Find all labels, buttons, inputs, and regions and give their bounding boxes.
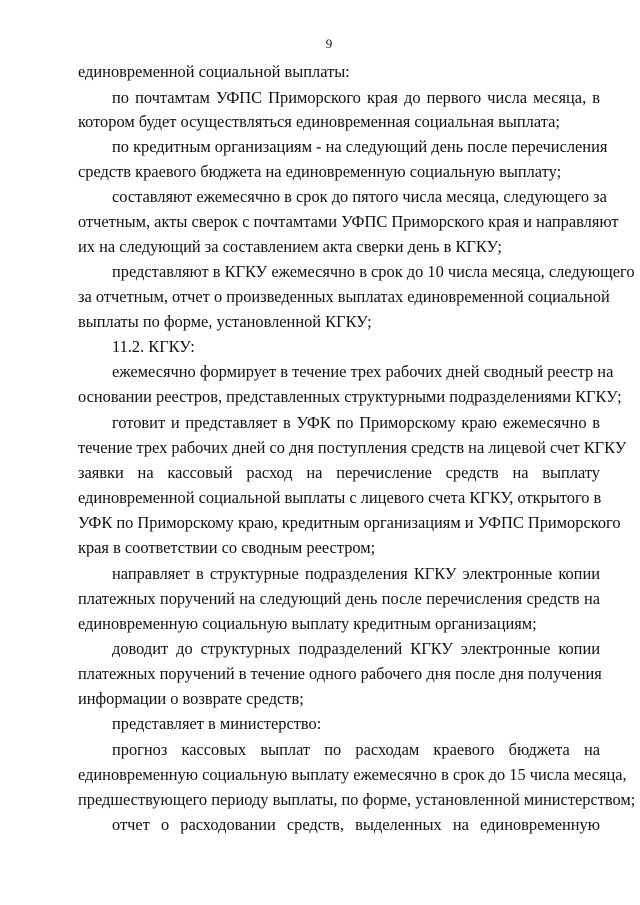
text-line: отчетным, акты сверок с почтамтами УФПС Приморского края и направляют [78, 212, 619, 231]
text-line: представляют в КГКУ ежемесячно в срок до 10 числа месяца, следующего [112, 262, 635, 281]
text-line: информации о возврате средств; [78, 689, 304, 708]
text-line: единовременной социальной выплаты: [78, 62, 350, 81]
text-line: выплаты по форме, установленной КГКУ; [78, 312, 372, 331]
text-line: предшествующего периоду выплаты, по форме, установленной министерством; [78, 790, 636, 809]
text-line: единовременную социальную выплату кредитным организациям; [78, 614, 537, 633]
section-heading: 11.2. КГКУ: [112, 337, 195, 356]
text-line: средств краевого бюджета на единовременную социальную выплату; [78, 162, 562, 181]
text-line: по кредитным организациям - на следующий день после перечисления [112, 137, 608, 156]
text-line: их на следующий за составлением акта сверки день в КГКУ; [78, 237, 502, 256]
text-line: доводит до структурных подразделений КГКУ электронные копии [112, 639, 600, 658]
text-line: котором будет осуществляться единовременная социальная выплата; [78, 112, 560, 131]
text-line: прогноз кассовых выплат по расходам краевого бюджета на [112, 740, 600, 759]
text-line: по почтамтам УФПС Приморского края до первого числа месяца, в [112, 88, 600, 107]
text-line: УФК по Приморскому краю, кредитным организациям и УФПС Приморского [78, 513, 621, 532]
text-line: течение трех рабочих дней со дня поступления средств на лицевой счет КГКУ [78, 438, 627, 457]
page-number: 9 [325, 36, 333, 51]
text-line: готовит и представляет в УФК по Приморскому краю ежемесячно в [112, 413, 600, 432]
text-line: единовременную социальную выплату ежемесячно в срок до 15 числа месяца, [78, 765, 627, 784]
text-line: за отчетным, отчет о произведенных выплатах единовременной социальной [78, 287, 610, 306]
text-line: платежных поручений в течение одного рабочего дня после дня получения [78, 664, 602, 683]
text-line: единовременной социальной выплаты с лицевого счета КГКУ, открытого в [78, 488, 602, 507]
text-line: составляют ежемесячно в срок до пятого числа месяца, следующего за [112, 187, 607, 206]
text-line: ежемесячно формирует в течение трех рабочих дней сводный реестр на [112, 362, 614, 381]
text-line: края в соответствии со сводным реестром; [78, 538, 376, 557]
text-line: основании реестров, представленных структурными подразделениями КГКУ; [78, 387, 622, 406]
text-line: представляет в министерство: [112, 714, 322, 733]
text-line: отчет о расходовании средств, выделенных на единовременную [112, 815, 600, 834]
text-line: платежных поручений на следующий день после перечисления средств на [78, 589, 600, 608]
text-line: направляет в структурные подразделения КГКУ электронные копии [112, 564, 600, 583]
text-line: заявки на кассовый расход на перечисление средств на выплату [78, 463, 600, 482]
